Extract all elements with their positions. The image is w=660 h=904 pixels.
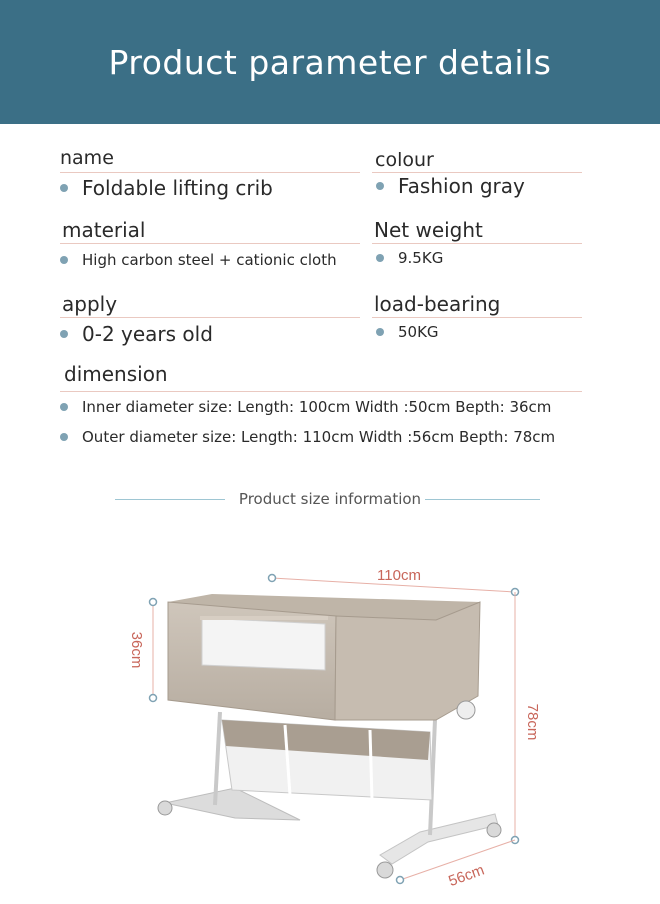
bullet-icon	[376, 328, 384, 336]
divider-line	[372, 243, 582, 244]
divider-line	[372, 317, 582, 318]
name-label: name	[60, 147, 114, 169]
load-bearing-value: 50KG	[376, 323, 439, 341]
dimension-marker	[150, 695, 157, 702]
bullet-icon	[60, 184, 68, 192]
dimension-marker	[397, 877, 404, 884]
inner-size-value: Inner diameter size: Length: 100cm Width :50cm Bepth: 36cm	[60, 398, 551, 416]
apply-label: apply	[62, 292, 118, 316]
divider-line	[60, 391, 582, 392]
header-banner	[0, 0, 660, 124]
crib-body	[168, 594, 480, 720]
section-divider-right	[425, 499, 540, 500]
material-label: material	[62, 218, 146, 242]
name-value: Foldable lifting crib	[60, 176, 273, 200]
crib-illustration	[0, 520, 660, 904]
bullet-icon	[60, 256, 68, 264]
apply-value: 0-2 years old	[60, 322, 213, 346]
bullet-icon	[376, 182, 384, 190]
page-title: Product parameter details	[108, 42, 552, 82]
divider-line	[60, 317, 360, 318]
outer-size-value: Outer diameter size: Length: 110cm Width :56cm Bepth: 78cm	[60, 428, 555, 446]
length-label: 110cm	[377, 567, 421, 584]
divider-line	[60, 243, 360, 244]
bullet-icon	[60, 433, 68, 441]
colour-value: Fashion gray	[376, 174, 525, 198]
storage-basket	[222, 720, 432, 800]
bullet-icon	[60, 330, 68, 338]
size-section-title: Product size information	[238, 490, 422, 508]
total-height-label: 78cm	[524, 703, 541, 741]
bullet-icon	[376, 254, 384, 262]
load-bearing-label: load-bearing	[374, 292, 501, 316]
net-weight-value: 9.5KG	[376, 249, 443, 267]
dimension-marker	[150, 599, 157, 606]
bed-height-label: 36cm	[128, 631, 145, 669]
dimension-marker	[269, 575, 276, 582]
divider-line	[60, 172, 360, 173]
width-label: 56cm	[446, 861, 487, 891]
bullet-icon	[60, 403, 68, 411]
colour-label: colour	[375, 149, 434, 171]
dimension-label: dimension	[64, 362, 168, 386]
material-value: High carbon steel + cationic cloth	[60, 251, 337, 269]
net-weight-label: Net weight	[374, 218, 483, 242]
divider-line	[372, 172, 582, 173]
